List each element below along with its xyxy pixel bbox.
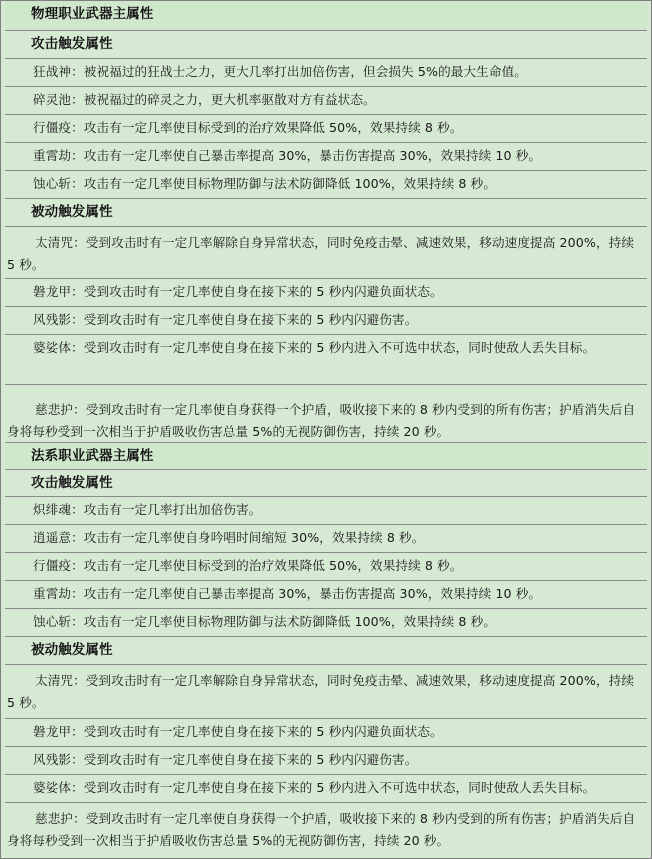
- attribute-text: 行僵疫：攻击有一定几率使目标受到的治疗效果降低 50%，效果持续 8 秒。: [33, 558, 463, 573]
- attribute-text: 磐龙甲：受到攻击时有一定几率使自身在接下来的 5 秒内闪避负面状态。: [33, 724, 443, 739]
- attribute-row: [5, 142, 647, 170]
- attribute-text: 慈悲护：受到攻击时有一定几率使自身获得一个护盾，吸收接下来的 8 秒内受到的所有伤害；护盾消失后自身将每秒受到一次相当于护盾吸收伤害总量 5%的无视防御伤害，持续 20 秒。: [7, 402, 636, 439]
- group-title: 被动触发属性: [31, 204, 113, 220]
- attribute-text: 行僵疫：攻击有一定几率使目标受到的治疗效果降低 50%，效果持续 8 秒。: [33, 120, 463, 135]
- section-header-physical: [5, 1, 647, 30]
- attribute-row: [5, 774, 647, 802]
- section-header-magic: [5, 442, 647, 469]
- attribute-text: 重霄劫：攻击有一定几率使自己暴击率提高 30%，暴击伤害提高 30%，效果持续 10 秒。: [33, 148, 542, 163]
- attribute-text: 蚀心斩：攻击有一定几率使目标物理防御与法术防御降低 100%，效果持续 8 秒。: [33, 614, 497, 629]
- section-title: 法系职业武器主属性: [31, 448, 154, 464]
- attribute-row: [5, 664, 647, 718]
- attribute-text: 风残影：受到攻击时有一定几率使自身在接下来的 5 秒内闪避伤害。: [33, 752, 418, 767]
- attribute-text: 蚀心斩：攻击有一定几率使目标物理防御与法术防御降低 100%，效果持续 8 秒。: [33, 176, 497, 191]
- group-title: 攻击触发属性: [31, 36, 113, 52]
- group-header-attack-trigger: [5, 30, 647, 58]
- attribute-row: [5, 580, 647, 608]
- attribute-row: [5, 802, 647, 858]
- section-title: 物理职业武器主属性: [31, 6, 154, 22]
- group-header-passive-trigger: [5, 636, 647, 664]
- attribute-text: 逍遥意：攻击有一定几率使自身吟唱时间缩短 30%，效果持续 8 秒。: [33, 530, 425, 545]
- attribute-row: [5, 226, 647, 278]
- attribute-row: [5, 524, 647, 552]
- attribute-row: [5, 170, 647, 198]
- attribute-row: [5, 384, 647, 442]
- attribute-text: 婆娑体：受到攻击时有一定几率使自身在接下来的 5 秒内进入不可选中状态，同时使敌人丢失目标。: [33, 780, 596, 795]
- group-header-passive-trigger: [5, 198, 647, 226]
- attribute-row: [5, 58, 647, 86]
- attribute-row: [5, 746, 647, 774]
- attribute-row: [5, 552, 647, 580]
- group-header-attack-trigger: [5, 469, 647, 496]
- attribute-row: [5, 278, 647, 306]
- attribute-text: 重霄劫：攻击有一定几率使自己暴击率提高 30%，暴击伤害提高 30%，效果持续 10 秒。: [33, 586, 542, 601]
- group-title: 攻击触发属性: [31, 475, 113, 491]
- attribute-row: [5, 306, 647, 334]
- attribute-row: [5, 718, 647, 746]
- attribute-text: 风残影：受到攻击时有一定几率使自身在接下来的 5 秒内闪避伤害。: [33, 312, 418, 327]
- attribute-row: [5, 86, 647, 114]
- attribute-row: [5, 114, 647, 142]
- attribute-text: 狂战神：被祝福过的狂战士之力，更大几率打出加倍伤害，但会损失 5%的最大生命值。: [33, 64, 527, 79]
- attribute-row: [5, 608, 647, 636]
- attribute-text: 磐龙甲：受到攻击时有一定几率使自身在接下来的 5 秒内闪避负面状态。: [33, 284, 443, 299]
- attribute-text: 碎灵池：被祝福过的碎灵之力，更大机率驱散对方有益状态。: [33, 92, 376, 107]
- attribute-text: 太清咒：受到攻击时有一定几率解除自身异常状态，同时免疫击晕、减速效果，移动速度提高 200%，持续 5 秒。: [7, 673, 635, 710]
- attribute-row: [5, 496, 647, 524]
- attribute-text: 太清咒：受到攻击时有一定几率解除自身异常状态，同时免疫击晕、减速效果，移动速度提高 200%，持续 5 秒。: [7, 235, 635, 272]
- attribute-text: 炽绯魂：攻击有一定几率打出加倍伤害。: [33, 502, 262, 517]
- attribute-row: [5, 334, 647, 384]
- group-title: 被动触发属性: [31, 642, 113, 658]
- attribute-text: 慈悲护：受到攻击时有一定几率使自身获得一个护盾，吸收接下来的 8 秒内受到的所有伤害；护盾消失后自身将每秒受到一次相当于护盾吸收伤害总量 5%的无视防御伤害，持续 20 秒。: [7, 811, 636, 848]
- attribute-text: 婆娑体：受到攻击时有一定几率使自身在接下来的 5 秒内进入不可选中状态，同时使敌人丢失目标。: [33, 340, 596, 355]
